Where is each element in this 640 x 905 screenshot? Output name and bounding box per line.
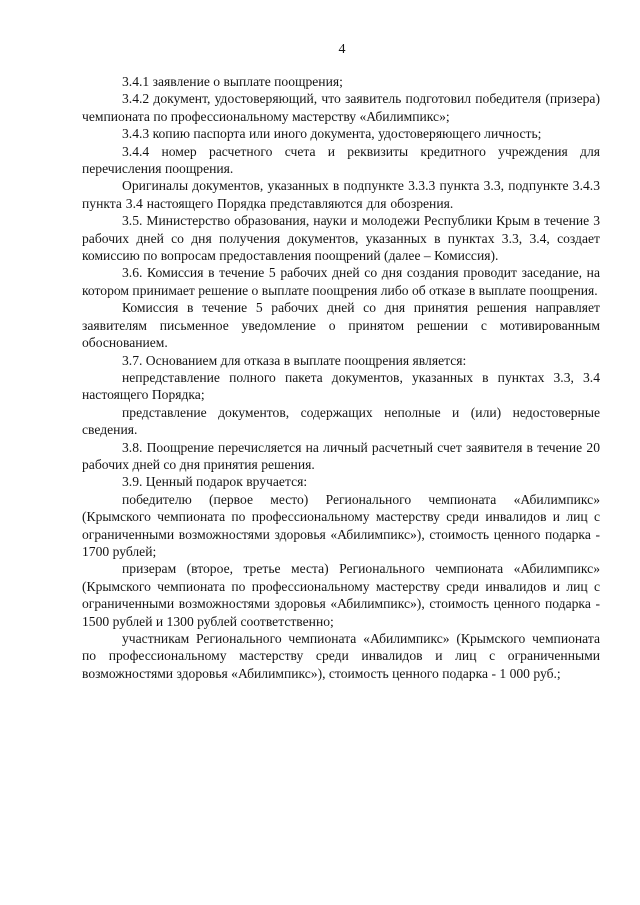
paragraph-gift-winner: победителю (первое место) Регионального чемпионата «Абилимпикс» (Крымского чемпионата по профессиональному мастерству среди инвалидов и лиц с ограниченными возможностями здоровья «Абилимпикс»), стоимость ценного подарка - 1700 рублей; xyxy=(82,491,600,559)
paragraph-gift-participants: участникам Регионального чемпионата «Абилимпикс» (Крымского чемпионата по профессиональному мастерству среди инвалидов и лиц с ограниченными возможностями здоровья «Абилимпикс»), стоимость ценного подарка - 1 000 руб.; xyxy=(82,631,600,681)
paragraph-gift-prize-winners: призерам (второе, третье места) Регионального чемпионата «Абилимпикс» (Крымского чемпионата по профессиональному мастерству среди инвалидов и лиц с ограниченными возможностями здоровья «Абилимпикс»), стоимость ценного подарка - 1500 рублей и 1300 рублей соответственно; xyxy=(82,561,600,629)
paragraph-refusal-reason-2: представление документов, содержащих неполные и (или) недостоверные сведения. xyxy=(82,404,600,438)
paragraph-3-4-3: 3.4.3 копию паспорта или иного документа, удостоверяющего личность; xyxy=(122,126,542,142)
page-number: 4 xyxy=(338,42,346,57)
paragraph-originals: Оригиналы документов, указанных в подпункте 3.3.3 пункта 3.3, подпункте 3.4.3 пункта 3.4 настоящего Порядка представляются для обозрения. xyxy=(82,178,600,211)
paragraph-3-4-1: 3.4.1 заявление о выплате поощрения; xyxy=(122,74,343,89)
paragraph-3-6: 3.6. Комиссия в течение 5 рабочих дней со дня создания проводит заседание, на котором принимает решение о выплате поощрения либо об отказе в выплате поощрения. xyxy=(82,265,600,298)
paragraph-refusal-reason-1: непредставление полного пакета документов, указанных в пунктах 3.3, 3.4 настоящего Порядка; xyxy=(82,369,600,403)
paragraph-3-4-2: 3.4.2 документ, удостоверяющий, что заявитель подготовил победителя (призера) чемпионата по профессиональному мастерству «Абилимпикс»; xyxy=(82,91,600,124)
paragraph-3-8: 3.8. Поощрение перечисляется на личный расчетный счет заявителя в течение 20 рабочих дней со дня принятия решения. xyxy=(82,439,600,472)
document-body xyxy=(82,73,600,682)
paragraph-3-5: 3.5. Министерство образования, науки и молодежи Республики Крым в течение 3 рабочих дней со дня получения документов, указанных в пунктах 3.3, 3.4, создает комиссию по вопросам предоставления поощрений (далее – Комиссия). xyxy=(82,213,600,264)
paragraph-3-7: 3.7. Основанием для отказа в выплате поощрения является: xyxy=(122,352,467,368)
paragraph-3-4-4: 3.4.4 номер расчетного счета и реквизиты кредитного учреждения для перечисления поощрения. xyxy=(82,143,600,177)
paragraph-commission-notice: Комиссия в течение 5 рабочих дней со дня принятия решения направляет заявителям письменное уведомление о принятом решении с мотивированным обоснованием. xyxy=(82,300,600,351)
paragraph-3-9: 3.9. Ценный подарок вручается: xyxy=(122,474,308,490)
